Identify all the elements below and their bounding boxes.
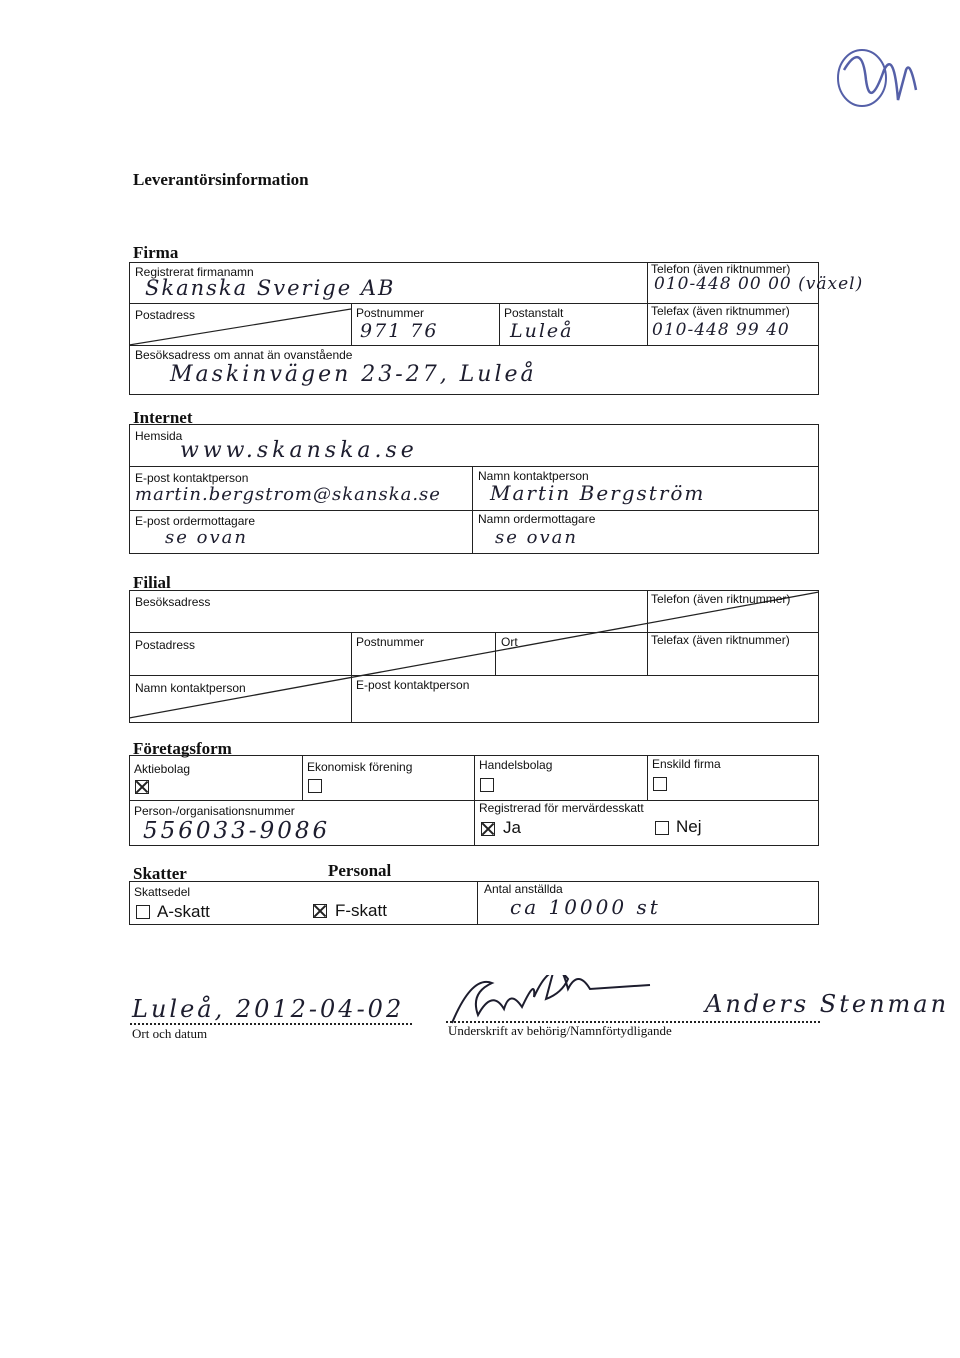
postadress-label: Postadress bbox=[135, 308, 196, 322]
epost-kontakt-label: E-post kontaktperson bbox=[135, 471, 249, 485]
skattsedel-label: Skattsedel bbox=[134, 885, 191, 899]
handelsbolag-label: Handelsbolag bbox=[479, 758, 553, 772]
ort-datum-label: Ort och datum bbox=[132, 1026, 208, 1041]
aktiebolag-label: Aktiebolag bbox=[134, 762, 191, 776]
a-skatt-label: A-skatt bbox=[157, 902, 210, 921]
underskrift-label: Underskrift av behörig/Namnförtydligande bbox=[448, 1023, 672, 1038]
skatter-heading: Skatter bbox=[133, 864, 187, 883]
hemsida-value[interactable]: www.skanska.se bbox=[180, 438, 418, 463]
filial-postnummer-label: Postnummer bbox=[356, 635, 425, 649]
filial-namn-kontakt-label: Namn kontaktperson bbox=[135, 681, 246, 695]
internet-heading: Internet bbox=[133, 408, 193, 427]
skatter-box bbox=[129, 881, 819, 925]
handelsbolag-checkbox[interactable] bbox=[480, 778, 494, 792]
moms-nej-checkbox[interactable] bbox=[655, 821, 669, 835]
orgnr-value[interactable]: 556033-9086 bbox=[143, 818, 331, 844]
moms-nej-label: Nej bbox=[676, 817, 702, 836]
epost-order-label: E-post ordermottagare bbox=[135, 514, 256, 528]
f-skatt-checkbox[interactable] bbox=[313, 904, 327, 918]
moms-label: Registrerad för mervärdesskatt bbox=[479, 801, 644, 815]
firma-heading: Firma bbox=[133, 243, 179, 262]
filial-besoksadress-label: Besöksadress bbox=[135, 595, 211, 609]
ekonomisk-forening-label: Ekonomisk förening bbox=[307, 760, 413, 774]
antal-anstallda-value[interactable]: ca 10000 st bbox=[510, 895, 661, 919]
page-title: Leverantörsinformation bbox=[133, 170, 309, 189]
epost-order-value[interactable]: se ovan bbox=[165, 527, 248, 548]
ort-datum-value[interactable]: Luleå, 2012-04-02 bbox=[132, 995, 405, 1023]
postanstalt-value[interactable]: Luleå bbox=[510, 320, 574, 342]
telefax-value[interactable]: 010-448 99 40 bbox=[652, 320, 790, 340]
foretagsform-heading: Företagsform bbox=[133, 739, 232, 758]
telefon-label: Telefon (även riktnummer) bbox=[651, 262, 791, 276]
postnummer-label: Postnummer bbox=[356, 306, 425, 320]
namnfortydligande-value[interactable]: Anders Stenman bbox=[705, 990, 950, 1018]
enskild-firma-checkbox[interactable] bbox=[653, 777, 667, 791]
orgnr-label: Person-/organisationsnummer bbox=[134, 804, 295, 818]
filial-telefax-label: Telefax (även riktnummer) bbox=[651, 633, 790, 647]
namn-kontakt-label: Namn kontaktperson bbox=[478, 469, 589, 483]
hemsida-label: Hemsida bbox=[135, 429, 183, 443]
antal-anstallda-label: Antal anställda bbox=[484, 882, 563, 896]
filial-telefon-label: Telefon (även riktnummer) bbox=[651, 592, 791, 606]
besoksadress-value[interactable]: Maskinvägen 23-27, Luleå bbox=[170, 362, 537, 387]
aktiebolag-checkbox[interactable] bbox=[135, 780, 149, 794]
telefon-value[interactable]: 010-448 00 00 (växel) bbox=[654, 274, 864, 294]
registrerat-firmanamn-label: Registrerat firmanamn bbox=[135, 265, 254, 279]
personal-heading: Personal bbox=[328, 861, 392, 880]
filial-postadress-label: Postadress bbox=[135, 638, 196, 652]
ekonomisk-forening-checkbox[interactable] bbox=[308, 779, 322, 793]
filial-ort-label: Ort bbox=[501, 635, 518, 649]
besoksadress-label: Besöksadress om annat än ovanstående bbox=[135, 348, 353, 362]
epost-kontakt-value[interactable]: martin.bergstrom@skanska.se bbox=[135, 484, 441, 505]
enskild-firma-label: Enskild firma bbox=[652, 757, 721, 771]
filial-heading: Filial bbox=[133, 573, 171, 592]
postnummer-value[interactable]: 971 76 bbox=[360, 320, 439, 342]
postanstalt-label: Postanstalt bbox=[504, 306, 564, 320]
a-skatt-checkbox[interactable] bbox=[136, 905, 150, 919]
namn-order-value[interactable]: se ovan bbox=[495, 527, 578, 548]
moms-ja-checkbox[interactable] bbox=[481, 822, 495, 836]
filial-epost-kontakt-label: E-post kontaktperson bbox=[356, 678, 470, 692]
namn-order-label: Namn ordermottagare bbox=[478, 512, 596, 526]
registrerat-firmanamn-value[interactable]: Skanska Sverige AB bbox=[145, 276, 396, 300]
filial-strike bbox=[129, 590, 819, 723]
namn-kontakt-value[interactable]: Martin Bergström bbox=[490, 481, 706, 505]
signature-mark bbox=[450, 975, 700, 1027]
telefax-label: Telefax (även riktnummer) bbox=[651, 304, 790, 318]
initials-stamp bbox=[822, 40, 942, 130]
moms-ja-label: Ja bbox=[503, 818, 521, 837]
f-skatt-label: F-skatt bbox=[335, 901, 387, 920]
